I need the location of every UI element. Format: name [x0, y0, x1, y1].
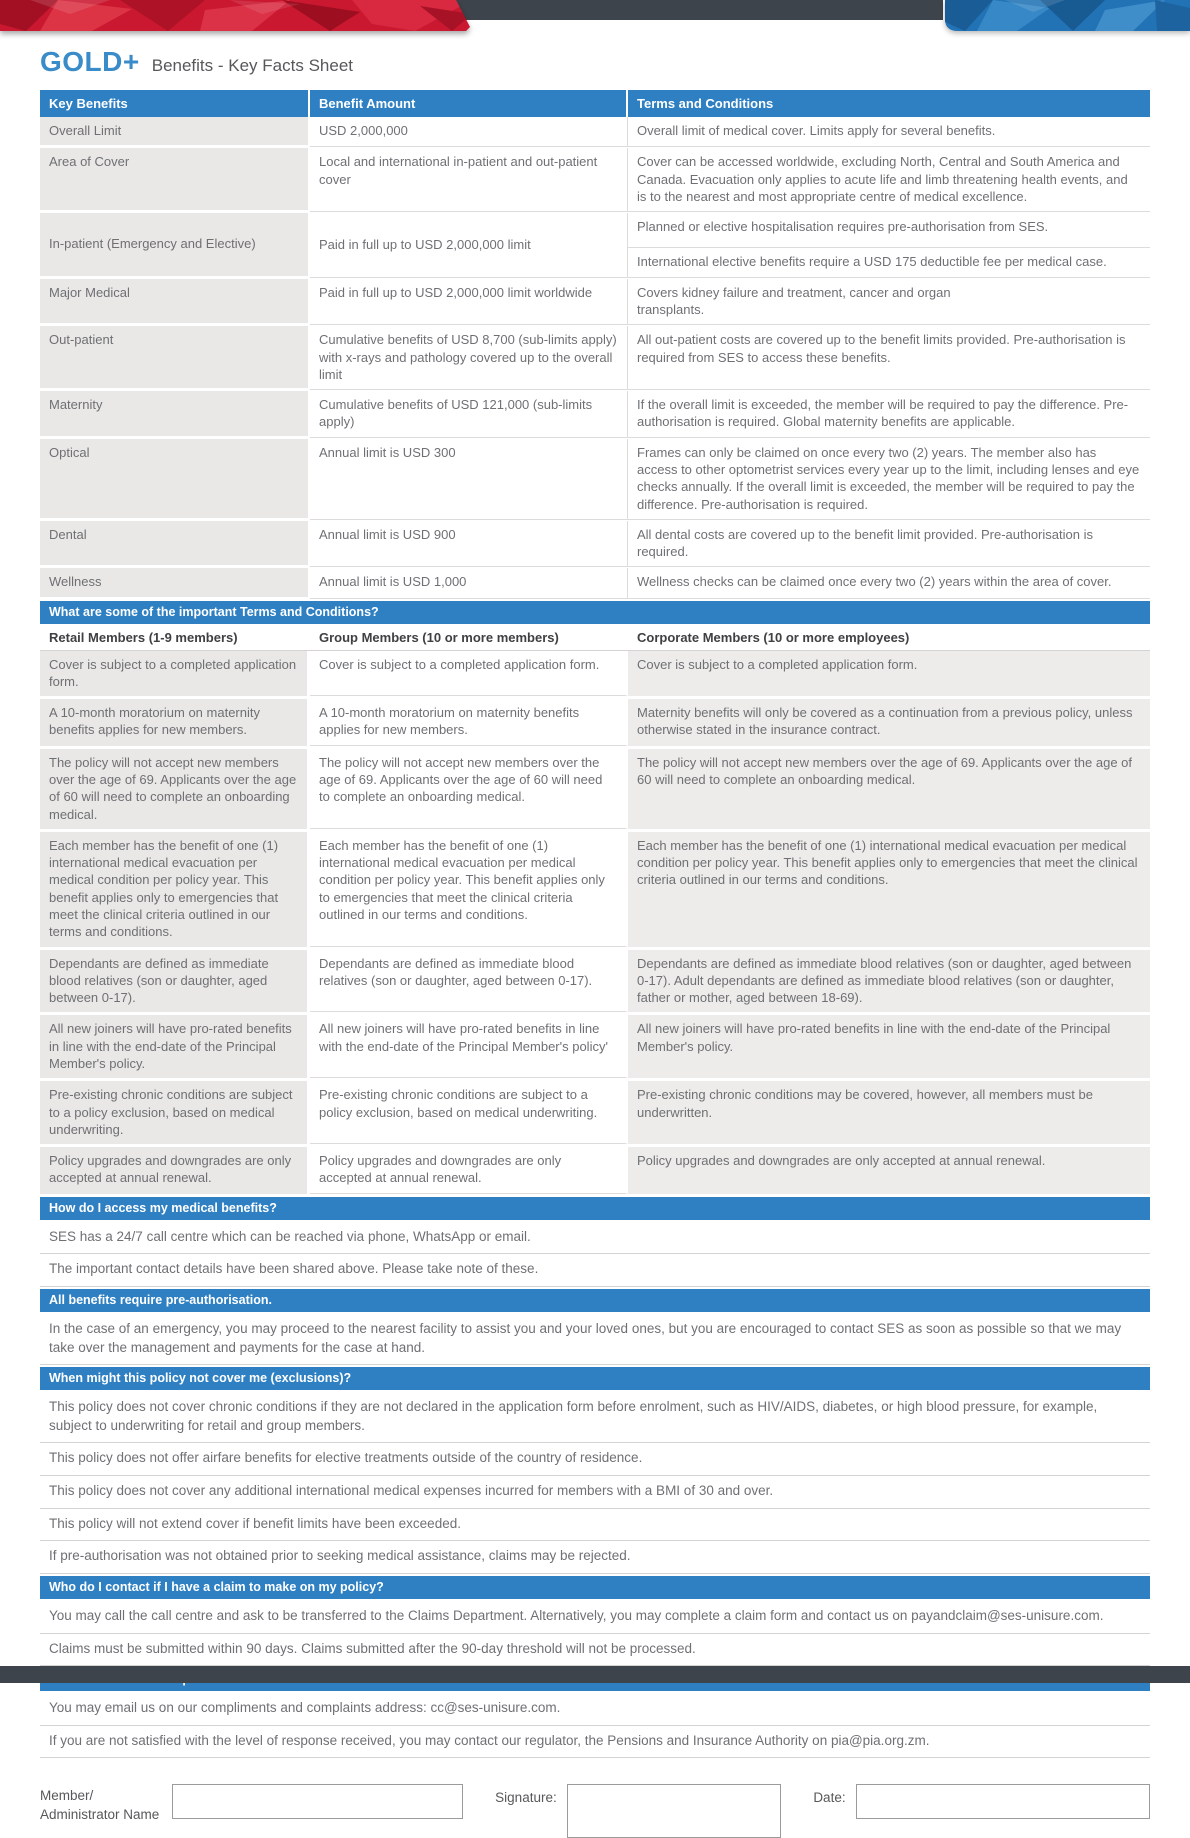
- corporate-cell: Dependants are defined as immediate blood relatives (son or daughter, aged between 0-17). Adult dependants are defined as immediate blood relatives (son or daughter, father or mother, aged between 18-69).: [628, 950, 1150, 1013]
- retail-cell: A 10-month moratorium on maternity benefits applies for new members.: [40, 699, 310, 746]
- benefit-terms-cell: [628, 439, 1150, 520]
- statement-row: You may call the call centre and ask to be transferred to the Claims Department. Alternatively, you may complete a claim form and contact us on payandclaim@ses-unisure.com.: [40, 1601, 1150, 1634]
- corporate-cell: Maternity benefits will only be covered as a continuation from a previous policy, unless otherwise stated in the insurance contract.: [628, 699, 1150, 746]
- benefit-amount-cell: Annual limit is USD 900: [310, 521, 628, 568]
- benefit-name-cell: Maternity: [40, 391, 310, 438]
- page-subtitle: Benefits - Key Facts Sheet: [151, 56, 353, 75]
- statement-row: If you are not satisfied with the level of response received, you may contact our regulator, the Pensions and Insurance Authority on pia@pia.org.zm.: [40, 1726, 1150, 1759]
- benefit-terms-text: All dental costs are covered up to the benefit limit provided. Pre-authorisation is required.: [637, 526, 1093, 560]
- benefits-table-header: [40, 90, 1150, 117]
- terms-row: [40, 749, 1150, 829]
- date-label: Date:: [813, 1790, 846, 1806]
- benefit-terms-cell: [628, 213, 1150, 278]
- group-cell: Cover is subject to a completed application form.: [310, 651, 628, 697]
- benefit-name-cell: Overall Limit: [40, 117, 310, 147]
- retail-cell: Each member has the benefit of one (1) international medical evacuation per medical condition per policy year. This benefit applies only to emergencies that meet the clinical criteria outlined in our terms and conditions.: [40, 832, 310, 947]
- benefit-terms-cell: [628, 117, 1150, 147]
- retail-cell: Policy upgrades and downgrades are only accepted at annual renewal.: [40, 1147, 310, 1194]
- retail-cell: Pre-existing chronic conditions are subject to a policy exclusion, based on medical underwriting.: [40, 1081, 310, 1144]
- benefit-terms-text: Covers kidney failure and treatment, cancer and organ transplants.: [637, 284, 951, 317]
- column-header-key-benefits: Key Benefits: [40, 90, 310, 117]
- statement-row: This policy will not extend cover if benefit limits have been exceeded.: [40, 1509, 1150, 1542]
- benefit-terms-cell: [628, 279, 1150, 326]
- terms-row: [40, 1147, 1150, 1194]
- retail-cell: Dependants are defined as immediate blood relatives (son or daughter, aged between 0-17).: [40, 950, 310, 1013]
- statement-row: In the case of an emergency, you may proceed to the nearest facility to assist you and your loved ones, but you are encouraged to contact SES as soon as possible so that we may take over the management and payments for the case at hand.: [40, 1314, 1150, 1365]
- group-cell: Each member has the benefit of one (1) international medical evacuation per medical condition per policy year. This benefit applies only to emergencies that meet the clinical criteria outlined in our terms and conditions.: [310, 832, 628, 947]
- benefit-name-cell: Major Medical: [40, 279, 310, 326]
- corporate-cell: All new joiners will have pro-rated benefits in line with the end-date of the Principal Member's policy.: [628, 1015, 1150, 1078]
- signature-label: Signature:: [495, 1790, 557, 1806]
- benefit-name-cell: In-patient (Emergency and Elective): [40, 213, 310, 278]
- benefit-row: [40, 117, 1150, 147]
- group-cell: All new joiners will have pro-rated benefits in line with the end-date of the Principal Member's policy': [310, 1015, 628, 1078]
- benefit-terms-text: Frames can only be claimed on once every two (2) years. The member also has access to other optometrist services every year up to the limit, including lenses and eye checks annually. If the overall limit is exceeded, the member will be required to pay the difference. Pre-authorisation is required.: [637, 444, 1140, 512]
- benefit-row: [40, 391, 1150, 438]
- corporate-cell: Pre-existing chronic conditions may be covered, however, all members must be underwritten.: [628, 1081, 1150, 1144]
- column-header-benefit-amount: Benefit Amount: [310, 90, 628, 117]
- column-header-retail: Retail Members (1-9 members): [40, 626, 310, 651]
- signature-input[interactable]: [567, 1784, 782, 1838]
- signature-area: [40, 1784, 1150, 1838]
- column-header-terms: Terms and Conditions: [628, 90, 1150, 117]
- section-header-access: How do I access my medical benefits?: [40, 1197, 1150, 1220]
- section-header-exclusions: When might this policy not cover me (exclusions)?: [40, 1367, 1150, 1390]
- benefit-amount-cell: Paid in full up to USD 2,000,000 limit: [310, 213, 628, 278]
- section-header-preauth: All benefits require pre-authorisation.: [40, 1289, 1150, 1312]
- benefit-terms-text: International elective benefits require a USD 175 deductible fee per medical case.: [628, 247, 1150, 276]
- statement-row: This policy does not cover chronic conditions if they are not declared in the application form before enrolment, such as HIV/AIDS, diabetes, or high blood pressure, for example, subject to underwriting for retail and group members.: [40, 1392, 1150, 1443]
- benefit-terms-cell: [628, 326, 1150, 390]
- benefit-row: [40, 521, 1150, 568]
- corporate-cell: Policy upgrades and downgrades are only accepted at annual renewal.: [628, 1147, 1150, 1194]
- benefit-amount-cell: USD 2,000,000: [310, 117, 628, 147]
- page-title: [40, 46, 1150, 78]
- benefit-row: [40, 326, 1150, 390]
- terms-table-header: [40, 626, 1150, 651]
- benefit-name-cell: Wellness: [40, 568, 310, 598]
- corporate-cell: Each member has the benefit of one (1) international medical evacuation per medical condition per policy year. This benefit applies only to emergencies that meet the clinical criteria outlined in our terms and conditions.: [628, 832, 1150, 947]
- benefit-name-cell: Optical: [40, 439, 310, 520]
- retail-cell: All new joiners will have pro-rated benefits in line with the end-date of the Principal Member's policy.: [40, 1015, 310, 1078]
- benefit-row: [40, 148, 1150, 212]
- corporate-cell: Cover is subject to a completed application form.: [628, 651, 1150, 697]
- benefit-terms-cell: [628, 568, 1150, 598]
- benefit-terms-text: If the overall limit is exceeded, the member will be required to pay the difference. Pre-authorisation is required. Global maternity benefits are applicable.: [637, 397, 1129, 430]
- benefit-amount-cell: Cumulative benefits of USD 121,000 (sub-limits apply): [310, 391, 628, 438]
- column-header-group: Group Members (10 or more members): [310, 626, 628, 651]
- benefit-amount-cell: Paid in full up to USD 2,000,000 limit worldwide: [310, 279, 628, 326]
- retail-cell: Cover is subject to a completed application form.: [40, 651, 310, 697]
- terms-table: [40, 626, 1150, 1194]
- statement-row: Claims must be submitted within 90 days. Claims submitted after the 90-day threshold will not be processed.: [40, 1634, 1150, 1667]
- statement-row: This policy does not offer airfare benefits for elective treatments outside of the country of residence.: [40, 1443, 1150, 1476]
- member-name-label: [40, 1784, 172, 1823]
- group-cell: Pre-existing chronic conditions are subject to a policy exclusion, based on medical underwriting.: [310, 1081, 628, 1144]
- benefit-terms-text: Overall limit of medical cover. Limits apply for several benefits.: [637, 123, 996, 138]
- footer-bar: [0, 1666, 1190, 1683]
- statement-row: The important contact details have been shared above. Please take note of these.: [40, 1254, 1150, 1287]
- member-name-input[interactable]: [172, 1784, 463, 1819]
- member-name-label-line2: Administrator Name: [40, 1806, 160, 1822]
- statement-row: You may email us on our compliments and complaints address: cc@ses-unisure.com.: [40, 1693, 1150, 1726]
- benefit-terms-cell: [628, 391, 1150, 438]
- benefit-terms-cell: [628, 148, 1150, 212]
- date-input[interactable]: [856, 1784, 1150, 1819]
- benefit-row: [40, 213, 1150, 278]
- section-header-terms: What are some of the important Terms and Conditions?: [40, 601, 1150, 624]
- statement-row: If pre-authorisation was not obtained prior to seeking medical assistance, claims may be rejected.: [40, 1541, 1150, 1574]
- benefit-amount-cell: Cumulative benefits of USD 8,700 (sub-limits apply) with x-rays and pathology covered up to the overall limit: [310, 326, 628, 390]
- terms-row: [40, 1015, 1150, 1078]
- benefit-row: [40, 568, 1150, 598]
- benefit-terms-text: Wellness checks can be claimed once every two (2) years within the area of cover.: [637, 574, 1112, 590]
- benefits-table: [40, 90, 1150, 599]
- group-cell: The policy will not accept new members over the age of 69. Applicants over the age of 60 will need to complete an onboarding medical.: [310, 749, 628, 829]
- terms-row: [40, 950, 1150, 1013]
- brand-logo: GOLD+: [40, 46, 140, 77]
- group-cell: A 10-month moratorium on maternity benefits applies for new members.: [310, 699, 628, 746]
- benefit-terms-text: Planned or elective hospitalisation requires pre-authorisation from SES.: [637, 219, 1049, 235]
- benefit-amount-cell: Annual limit is USD 300: [310, 439, 628, 520]
- benefit-amount-cell: Annual limit is USD 1,000: [310, 568, 628, 598]
- benefit-row: [40, 279, 1150, 326]
- benefit-name-cell: Area of Cover: [40, 148, 310, 212]
- benefit-terms-text: Cover can be accessed worldwide, excluding North, Central and South America and Canada. Evacuation only applies to acute life and limb threatening health events, and is to the nearest and most appropriate centre of medical excellence.: [637, 154, 1128, 204]
- terms-row: [40, 699, 1150, 746]
- benefit-name-cell: Dental: [40, 521, 310, 568]
- benefit-terms-text: All out-patient costs are covered up to the benefit limits provided. Pre-authorisation is required from SES to access these benefits.: [637, 332, 1126, 365]
- retail-cell: The policy will not accept new members over the age of 69. Applicants over the age of 60 will need to complete an onboarding medical.: [40, 749, 310, 829]
- group-cell: Dependants are defined as immediate blood relatives (son or daughter, aged between 0-17).: [310, 950, 628, 1013]
- statement-row: This policy does not cover any additional international medical expenses incurred for members with a BMI of 30 and over.: [40, 1476, 1150, 1509]
- terms-row: [40, 1081, 1150, 1144]
- statement-row: SES has a 24/7 call centre which can be reached via phone, WhatsApp or email.: [40, 1222, 1150, 1255]
- corporate-cell: The policy will not accept new members over the age of 69. Applicants over the age of 60 will need to complete an onboarding medical.: [628, 749, 1150, 829]
- benefit-row: [40, 439, 1150, 520]
- group-cell: Policy upgrades and downgrades are only accepted at annual renewal.: [310, 1147, 628, 1194]
- section-header-claims: Who do I contact if I have a claim to make on my policy?: [40, 1576, 1150, 1599]
- benefit-amount-cell: Local and international in-patient and out-patient cover: [310, 148, 628, 212]
- member-name-label-line1: Member/: [40, 1788, 94, 1804]
- terms-row: [40, 832, 1150, 947]
- column-header-corporate: Corporate Members (10 or more employees): [628, 626, 1150, 651]
- terms-row: [40, 651, 1150, 697]
- benefit-name-cell: Out-patient: [40, 326, 310, 390]
- benefit-terms-cell: [628, 521, 1150, 568]
